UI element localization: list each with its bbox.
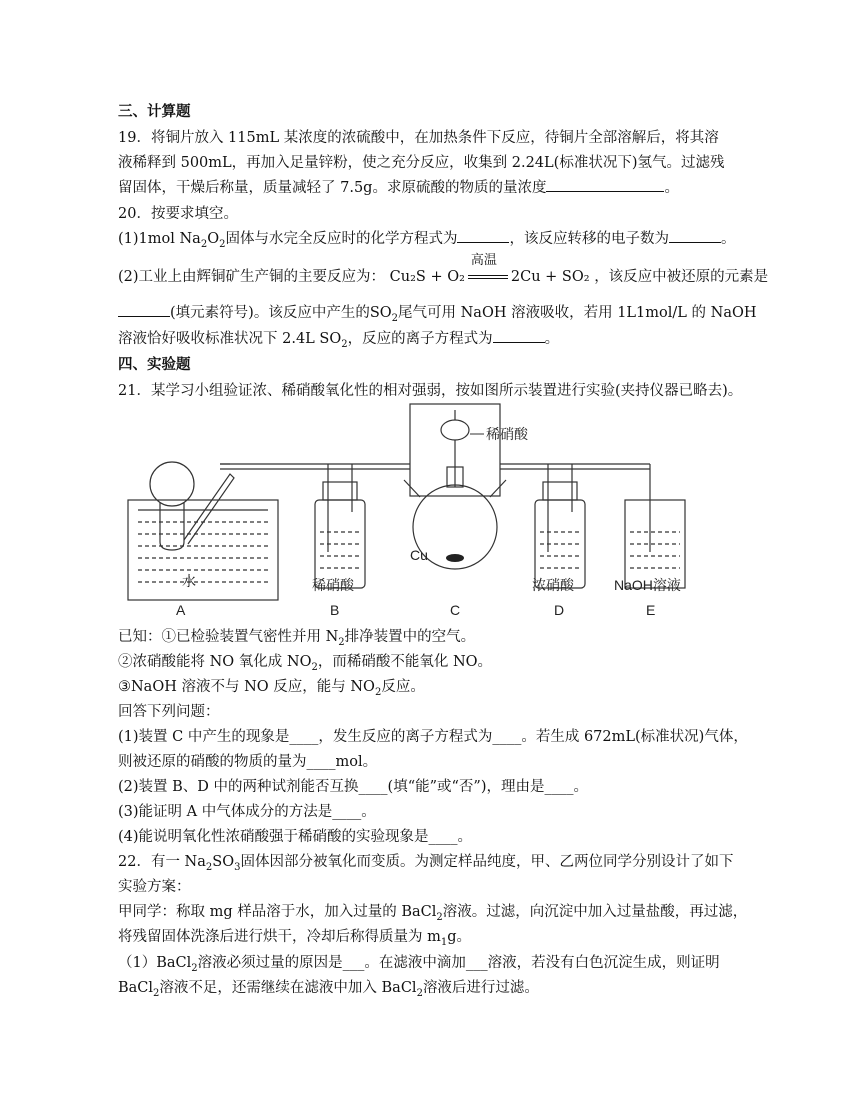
- known-1: [118, 626, 475, 654]
- water-trough: [128, 500, 278, 600]
- known-3: [118, 676, 425, 704]
- water-label: 水: [182, 573, 196, 589]
- q22-l4-sub: 1: [440, 936, 448, 948]
- d-reagent-label: 浓硝酸: [532, 577, 574, 593]
- q19-line-2: 液稀释到 500mL，再加入足量锌粉，使之充分反应，收集到 2.24L(标准状况下)氢气。过滤残: [118, 155, 725, 171]
- q20-p3-sub: 2: [391, 312, 399, 324]
- q21-head: 21．某学习小组验证浓、稀硝酸氧化性的相对强弱，按如图所示装置进行实验(夹持仪器已略去)。: [118, 383, 743, 399]
- known-3-sub: 2: [374, 686, 382, 698]
- q20-part-2: [118, 253, 769, 288]
- known-3-text: ③NaOH 溶液不与 NO 反应，能与 NO: [118, 679, 375, 695]
- answer-prompt: 回答下列问题：: [118, 704, 220, 720]
- section-3-title: 三、计算题: [118, 103, 191, 120]
- q22-l3-sub: 2: [436, 911, 443, 923]
- q22-line-5: [118, 952, 720, 980]
- known-1-sub: 2: [338, 636, 345, 648]
- answer-blank: [669, 228, 721, 243]
- q21-sub3: (3)能证明 A 中气体成分的方法是____。: [118, 804, 376, 820]
- cu-label: Cu: [410, 547, 428, 563]
- q19-line-3-text: 留固体，干燥后称量，质量减轻了 7.5g。求原硫酸的物质的量浓度: [118, 180, 547, 196]
- q20-p1-g: 。: [720, 231, 736, 247]
- q20-p4-a: 溶液恰好吸收标准状况下 2.4L SO: [118, 331, 342, 347]
- q22-l6-a: BaCl: [118, 980, 154, 996]
- q19-line-3-end: 。: [664, 180, 679, 196]
- q22-l3-c: 溶液。过滤，向沉淀中加入过量盐酸，再过滤，: [442, 904, 748, 920]
- bulb-flask: [150, 462, 194, 506]
- q22-line-6: [118, 977, 539, 1005]
- q20-p4-d: 。: [544, 331, 560, 347]
- label-d: D: [554, 602, 565, 618]
- known-2-sub: 2: [311, 661, 318, 673]
- q20-p2-a: (2)工业上由辉铜矿生产铜的主要反应为：: [118, 269, 386, 285]
- equation-left: Cu₂S + O₂: [389, 269, 465, 285]
- q20-part-1: [118, 228, 735, 256]
- known-1-text: 已知：①已检验装置气密性并用 N: [118, 629, 339, 645]
- e-reagent-label: NaOH溶液: [614, 577, 681, 593]
- q22-l1-sub2: 3: [234, 861, 241, 873]
- equation-condition: 高温: [470, 253, 497, 268]
- q22-l1-c: SO: [212, 854, 235, 870]
- q20-head: 20．按要求填空。: [118, 206, 238, 222]
- known-2-end: ，而稀硝酸不能氧化 NO。: [317, 654, 493, 670]
- q21-sub1-line1: (1)装置 C 中产生的现象是____，发生反应的离子方程式为____。若生成 672mL(标准状况)气体，: [118, 729, 748, 745]
- b-reagent-label: 稀硝酸: [312, 577, 354, 593]
- copper-piece: [446, 554, 464, 562]
- connecting-tube-ab: [220, 464, 410, 469]
- q20-p1-e: 固体与水完全反应时的化学方程式为: [225, 231, 458, 247]
- water-liquid: [138, 522, 268, 582]
- answer-blank: [493, 328, 545, 343]
- q22-l6-sub2: 2: [416, 987, 423, 999]
- connecting-tube-de: [500, 464, 650, 469]
- q20-part-2-cont2: [118, 328, 559, 356]
- q21-sub1-line2: 则被还原的硝酸的物质的量为____mol。: [118, 754, 378, 770]
- q22-l4-a: 将残留固体洗涤后进行烘干，冷却后称得质量为 m: [118, 929, 441, 945]
- equation-arrow: [465, 253, 511, 288]
- q22-l5-a: （1）BaCl: [118, 955, 192, 971]
- q20-part-2-cont: [118, 302, 757, 330]
- q19-line-1: 19．将铜片放入 115mL 某浓度的浓硫酸中，在加热条件下反应，待铜片全部溶解后，将其溶: [118, 130, 719, 146]
- q22-l6-sub: 2: [153, 987, 160, 999]
- q22-line-2: 实验方案：: [118, 879, 191, 895]
- q22-line-3: [118, 901, 747, 929]
- known-1-end: 排净装置中的空气。: [344, 629, 476, 645]
- q22-l3-a: 甲同学：称取 mg 样品溶于水，加入过量的 BaCl: [118, 904, 437, 920]
- q20-p1-a: (1)1mol Na: [118, 231, 201, 247]
- section-4-title: 四、实验题: [118, 356, 191, 373]
- q20-p4-sub: 2: [341, 338, 348, 350]
- q19-line-3: [118, 177, 679, 199]
- apparatus-diagram: [120, 402, 740, 622]
- q22-line-1: [118, 851, 733, 879]
- dropping-funnel: [441, 420, 469, 440]
- q22-l5-c: 溶液必须过量的原因是___。在滤液中滴加___溶液，若没有白色沉淀生成，则证明: [197, 955, 720, 971]
- q22-l4-c: g。: [447, 929, 472, 945]
- answer-blank: [118, 302, 170, 317]
- equation-right: 2Cu + SO₂: [510, 269, 590, 285]
- q20-p1-c: O: [207, 231, 220, 247]
- label-c: C: [450, 602, 461, 618]
- known-3-end: 反应。: [381, 679, 425, 695]
- q20-p3-a: (填元素符号)。该反应中产生的SO: [170, 305, 392, 321]
- q22-l1-sub: 2: [205, 861, 213, 873]
- label-a: A: [176, 602, 186, 618]
- q22-l5-sub: 2: [191, 962, 198, 974]
- funnel-label: 稀硝酸: [486, 426, 528, 442]
- label-b: B: [330, 602, 340, 618]
- q22-l1-a: 22．有一 Na: [118, 854, 206, 870]
- q21-sub4: (4)能说明氧化性浓硝酸强于稀硝酸的实验现象是____。: [118, 829, 473, 845]
- q22-line-4: [118, 926, 471, 954]
- q22-l6-e: 溶液后进行过滤。: [422, 980, 539, 996]
- q21-sub2: (2)装置 B、D 中的两种试剂能否互换____(填“能”或“否”)，理由是____。: [118, 779, 589, 795]
- q22-l1-e: 固体因部分被氧化而变质。为测定样品纯度，甲、乙两位同学分别设计了如下: [240, 854, 734, 870]
- q20-p1-f: ，该反应转移的电子数为: [509, 231, 669, 247]
- q20-p4-c: ，反应的离子方程式为: [347, 331, 493, 347]
- label-e: E: [646, 602, 656, 618]
- answer-blank: [546, 177, 664, 192]
- q20-p1-sub2: 2: [219, 238, 226, 250]
- q20-p3-c: 尾气可用 NaOH 溶液吸收，若用 1L1mol/L 的 NaOH: [398, 305, 757, 321]
- known-2: [118, 651, 492, 679]
- q20-p1-sub: 2: [200, 238, 208, 250]
- known-2-text: ②浓硝酸能将 NO 氧化成 NO: [118, 654, 312, 670]
- q22-l6-c: 溶液不足，还需继续在滤液中加入 BaCl: [159, 980, 417, 996]
- q20-p2-b: ，该反应中被还原的元素是: [594, 269, 769, 285]
- answer-blank: [457, 228, 509, 243]
